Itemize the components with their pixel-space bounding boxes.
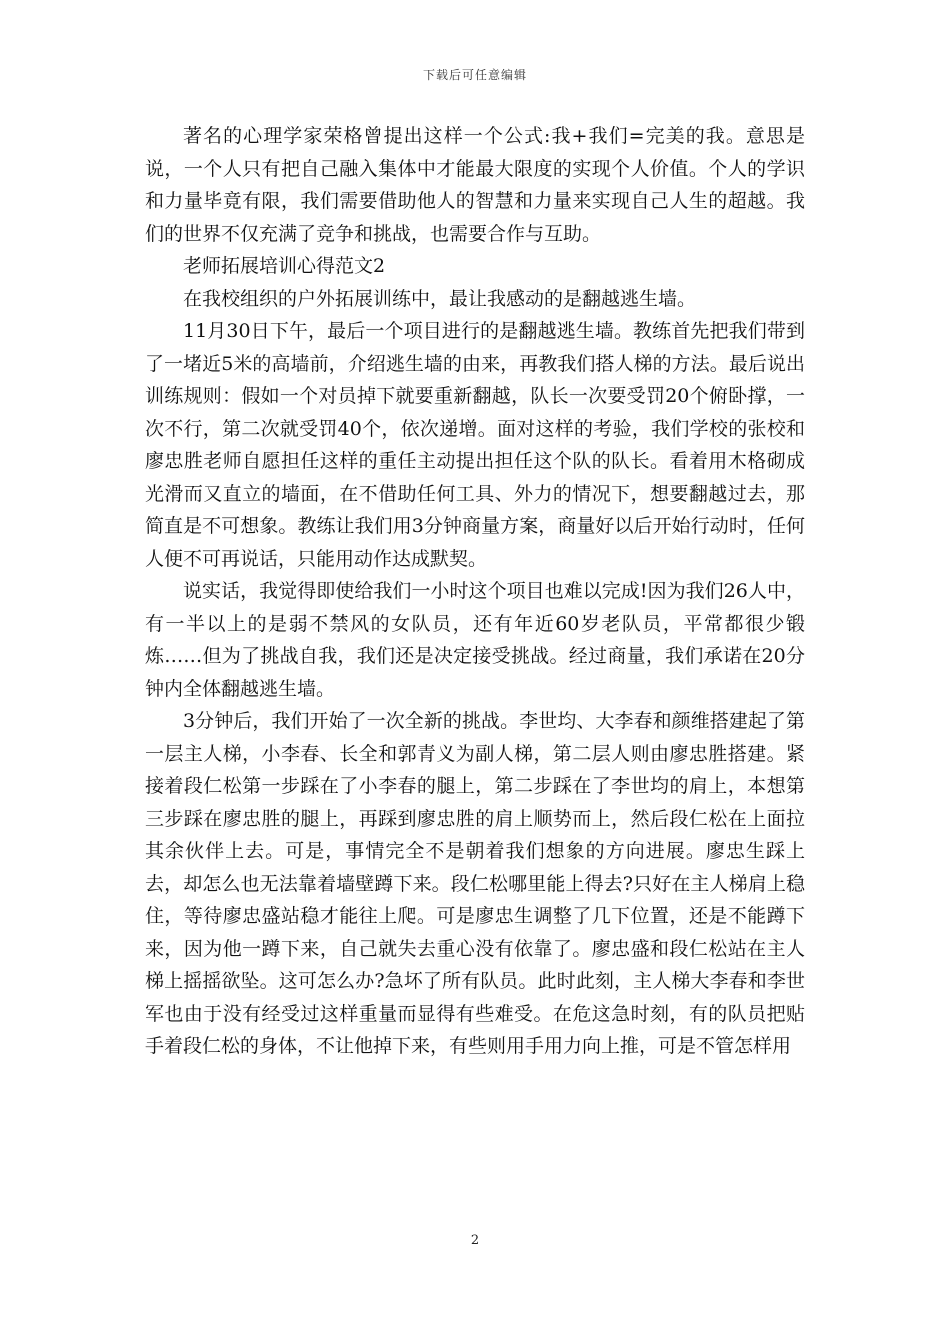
paragraph-challenge: 3分钟后，我们开始了一次全新的挑战。李世均、大李春和颜维搭建起了第一层主人梯，小李春、长全和郭青义为副人梯，第二层人则由廖忠胜搭建。紧接着段仁松第一步踩在了小李春的腿上，第二步踩在了李世均的肩上，本想第三步踩在廖忠胜的腿上，再踩到廖忠胜的肩上顺势而上，然后段仁松在上面拉其余伙伴上去。可是，事情完全不是朝着我们想象的方向进展。廖忠生踩上去，却怎么也无法靠着墙壁蹲下来。段仁松哪里能上得去?只好在主人梯肩上稳住，等待廖忠盛站稳才能往上爬。可是廖忠生调整了几下位置，还是不能蹲下来，因为他一蹲下来，自己就失去重心没有依靠了。廖忠盛和段仁松站在主人梯上摇摇欲坠。这可怎么办?急坏了所有队员。此时此刻，主人梯大李春和李世军也由于没有经受过这样重量而显得有些难受。在危这急时刻，有的队员把贴手着段仁松的身体，不让他掉下来，有些则用手用力向上推，可是不管怎样用 [145,710,805,1057]
paragraph-intro: 著名的心理学家荣格曾提出这样一个公式:我+我们=完美的我。意思是说，一个人只有把自己融入集体中才能最大限度的实现个人价值。个人的学识和力量毕竟有限，我们需要借助他人的智慧和力量来实现自己人生的超越。我们的世界不仅充满了竞争和挑战，也需要合作与互助。 [145,125,805,245]
document-body [145,120,805,1063]
paragraph-opening: 在我校组织的户外拓展训练中，最让我感动的是翻越逃生墙。 [183,287,697,310]
paragraph-rules: 11月30日下午，最后一个项目进行的是翻越逃生墙。教练首先把我们带到了一堵近5米的高墙前，介绍逃生墙的由来，再教我们搭人梯的方法。最后说出训练规则：假如一个对员掉下就要重新翻越，队长一次要受罚20个俯卧撑，一次不行，第二次就受罚40个，依次递增。面对这样的考验，我们学校的张校和廖忠胜老师自愿担任这样的重任主动提出担任这个队的队长。看着用木格砌成光滑而又直立的墙面，在不借助任何工具、外力的情况下，想要翻越过去，那简直是不可想象。教练让我们用3分钟商量方案，商量好以后开始行动时，任何人便不可再说话，只能用动作达成默契。 [145,320,805,570]
section-title: 老师拓展培训心得范文2 [183,255,386,277]
page-header: 下载后可任意编辑 [422,68,527,82]
paragraph-honesty: 说实话，我觉得即使给我们一小时这个项目也难以完成!因为我们26人中，有一半以上的是弱不禁风的女队员，还有年近60岁老队员，平常都很少锻炼……但为了挑战自我，我们还是决定接受挑战。经过商量，我们承诺在20分钟内全体翻越逃生墙。 [145,580,805,700]
page-number: 2 [470,1233,480,1248]
